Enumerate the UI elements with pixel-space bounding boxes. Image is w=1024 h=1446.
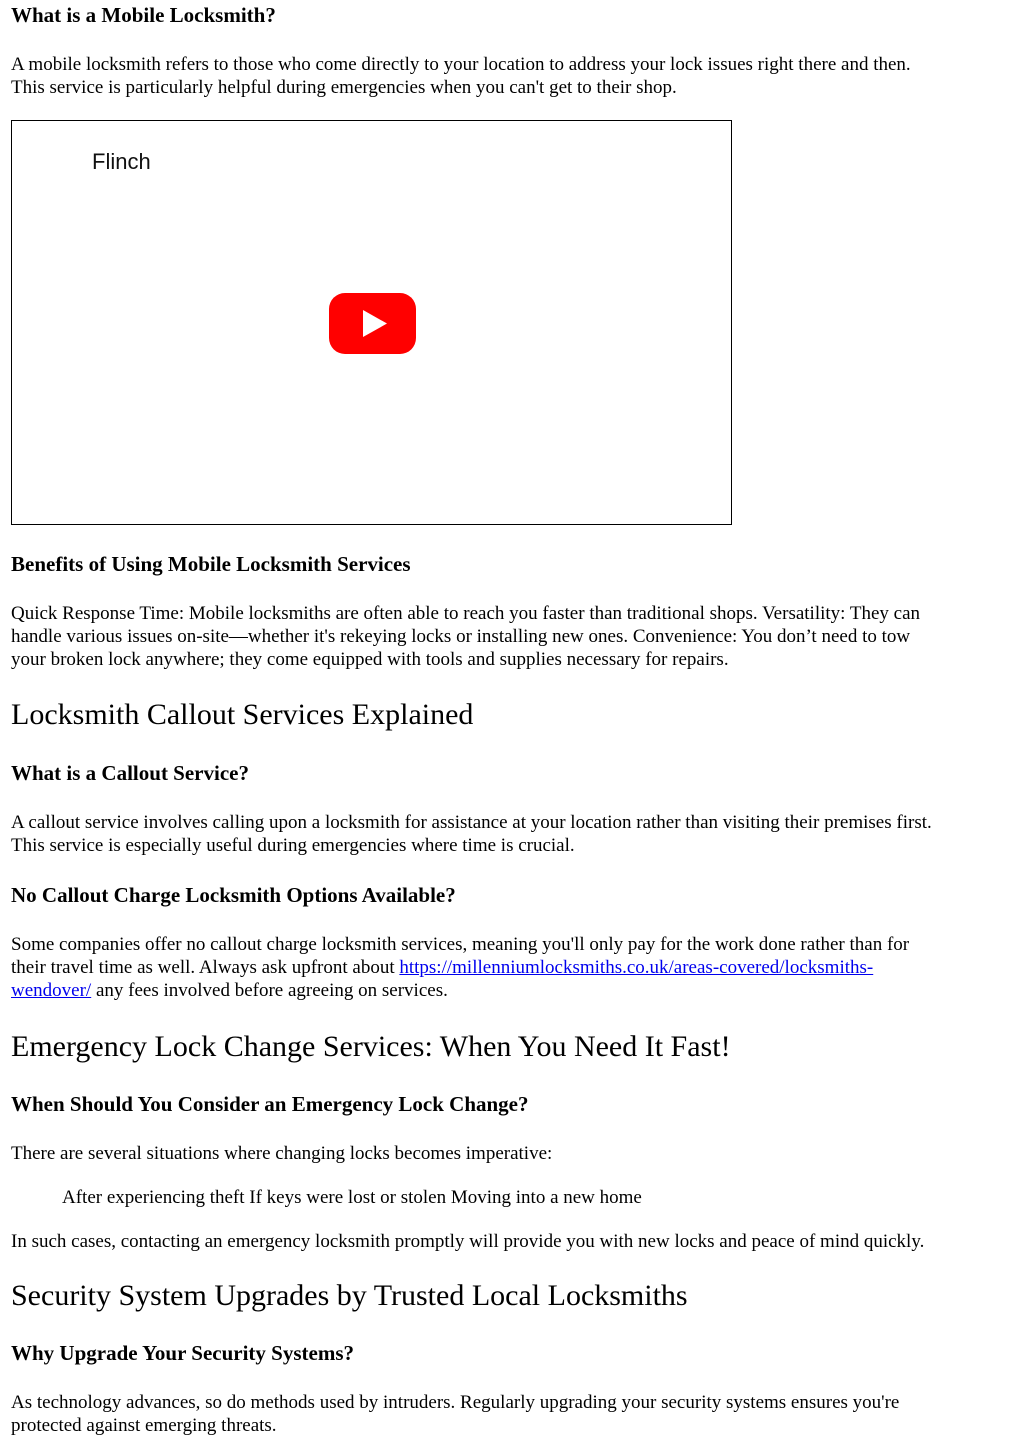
paragraph-line: A callout service involves calling upon a locksmith for assistance at your location rather than visiting their premises first.: [11, 812, 932, 833]
paragraph-line: Quick Response Time: Mobile locksmiths are often able to reach you faster than traditional shops. Versatility: They can: [11, 603, 921, 624]
paragraph-text: their travel time as well. Always ask upfront about: [11, 957, 400, 978]
paragraph-line: This service is especially useful during emergencies where time is crucial.: [11, 835, 575, 856]
paragraph-line: protected against emerging threats.: [11, 1415, 277, 1436]
heading-what-is-callout: What is a Callout Service?: [11, 761, 249, 785]
paragraph-line: Some companies offer no callout charge locksmith services, meaning you'll only pay for the work done rather than for: [11, 934, 910, 955]
heading-when-consider: When Should You Consider an Emergency Lock Change?: [11, 1092, 529, 1116]
paragraph-line: This service is particularly helpful during emergencies when you can't get to their shop.: [11, 77, 677, 98]
video-embed[interactable]: [11, 120, 732, 525]
paragraph-benefits: [11, 602, 1013, 671]
heading-no-callout-charge: No Callout Charge Locksmith Options Available?: [11, 883, 456, 907]
list-situations: After experiencing theft If keys were lost or stolen Moving into a new home: [62, 1187, 642, 1208]
paragraph-why-upgrade: [11, 1391, 1013, 1437]
paragraph-text: any fees involved before agreeing on services.: [91, 980, 448, 1001]
link-text[interactable]: wendover/: [11, 980, 92, 1001]
paragraph-no-callout-charge: [11, 933, 1013, 1002]
paragraph-mobile-locksmith: [11, 53, 1013, 99]
heading-security-upgrades: Security System Upgrades by Trusted Local Locksmiths: [11, 1279, 688, 1312]
video-title[interactable]: Flinch: [92, 149, 151, 174]
youtube-play-icon[interactable]: [329, 293, 416, 354]
heading-benefits: Benefits of Using Mobile Locksmith Services: [11, 552, 411, 576]
paragraph-conclusion: In such cases, contacting an emergency locksmith promptly will provide you with new locks and peace of mind quickly.: [11, 1231, 925, 1252]
link-text[interactable]: https://millenniumlocksmiths.co.uk/areas-covered/locksmiths-: [399, 957, 874, 978]
heading-callout-services: Locksmith Callout Services Explained: [11, 698, 474, 731]
paragraph-line: A mobile locksmith refers to those who come directly to your location to address your lock issues right there and then.: [11, 54, 911, 75]
heading-why-upgrade: Why Upgrade Your Security Systems?: [11, 1341, 355, 1365]
paragraph-intro: There are several situations where changing locks becomes imperative:: [11, 1143, 553, 1164]
heading-emergency-lock-change: Emergency Lock Change Services: When You Need It Fast!: [11, 1030, 731, 1063]
paragraph-line: handle various issues on-site—whether it's rekeying locks or installing new ones. Convenience: You don’t need to tow: [11, 626, 911, 647]
paragraph-callout-service: [11, 811, 1021, 857]
paragraph-line: your broken lock anywhere; they come equipped with tools and supplies necessary for repairs.: [11, 649, 729, 670]
heading-what-is-mobile-locksmith: What is a Mobile Locksmith?: [11, 3, 276, 27]
paragraph-line: As technology advances, so do methods used by intruders. Regularly upgrading your security systems ensures you're: [11, 1392, 900, 1413]
